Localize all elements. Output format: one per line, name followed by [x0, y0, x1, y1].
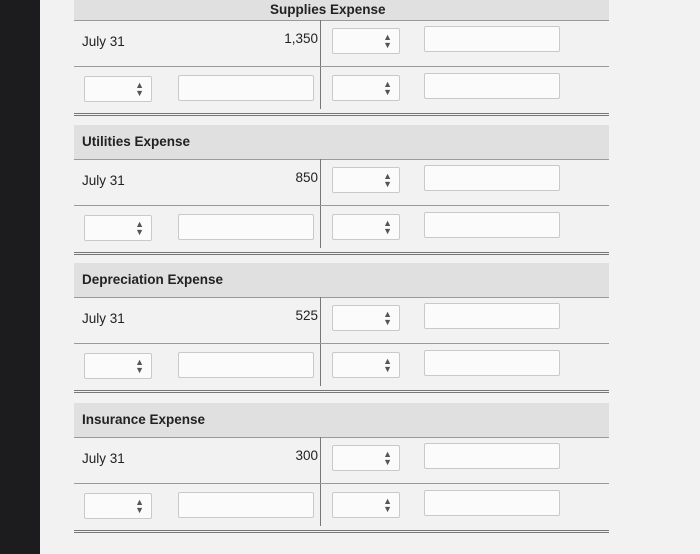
credit-account-select[interactable] [332, 492, 400, 518]
select-arrows-icon: ▲ ▼ [383, 79, 392, 97]
debit-credit-row-1 [74, 159, 609, 205]
debit-amount-input[interactable] [178, 352, 314, 378]
select-arrows-icon: ▲ ▼ [383, 171, 392, 189]
credit-amount-input[interactable] [424, 165, 560, 191]
debit-amount: 525 [295, 308, 318, 323]
debit-account-select[interactable] [84, 493, 152, 519]
credit-account-select[interactable] [332, 75, 400, 101]
credit-account-select[interactable] [332, 305, 400, 331]
account-title: Depreciation Expense [82, 272, 224, 287]
worksheet-page [40, 0, 700, 554]
select-arrows-icon: ▲ ▼ [135, 80, 144, 98]
debit-amount-input[interactable] [178, 492, 314, 518]
account-title: Insurance Expense [82, 412, 206, 427]
credit-amount-input[interactable] [424, 73, 560, 99]
account-title: Utilities Expense [82, 134, 191, 149]
debit-credit-row-2 [74, 66, 609, 116]
t-account-insurance-expense [74, 403, 609, 528]
debit-credit-row-1 [74, 437, 609, 483]
debit-amount: 1,350 [284, 31, 318, 46]
credit-account-select[interactable] [332, 214, 400, 240]
credit-amount-input[interactable] [424, 212, 560, 238]
entry-date: July 31 [82, 311, 125, 326]
credit-amount-input[interactable] [424, 350, 560, 376]
select-arrows-icon: ▲ ▼ [383, 449, 392, 467]
select-arrows-icon: ▲ ▼ [135, 219, 144, 237]
credit-account-select[interactable] [332, 445, 400, 471]
entry-date: July 31 [82, 34, 125, 49]
debit-account-select[interactable] [84, 353, 152, 379]
debit-credit-row-2 [74, 205, 609, 255]
debit-credit-row-1 [74, 20, 609, 66]
account-title: Supplies Expense [270, 2, 386, 17]
credit-amount-input[interactable] [424, 26, 560, 52]
debit-amount-input[interactable] [178, 214, 314, 240]
debit-amount-input[interactable] [178, 75, 314, 101]
debit-credit-row-1 [74, 297, 609, 343]
t-account-depreciation-expense [74, 263, 609, 388]
debit-credit-row-2 [74, 343, 609, 393]
account-header [74, 263, 609, 298]
entry-date: July 31 [82, 451, 125, 466]
debit-account-select[interactable] [84, 215, 152, 241]
credit-account-select[interactable] [332, 352, 400, 378]
account-header [74, 125, 609, 160]
select-arrows-icon: ▲ ▼ [135, 357, 144, 375]
credit-amount-input[interactable] [424, 303, 560, 329]
select-arrows-icon: ▲ ▼ [383, 356, 392, 374]
select-arrows-icon: ▲ ▼ [383, 309, 392, 327]
credit-account-select[interactable] [332, 28, 400, 54]
select-arrows-icon: ▲ ▼ [383, 218, 392, 236]
credit-amount-input[interactable] [424, 490, 560, 516]
debit-amount: 850 [295, 170, 318, 185]
account-header [74, 403, 609, 438]
t-account-supplies-expense [74, 0, 609, 126]
entry-date: July 31 [82, 173, 125, 188]
debit-amount: 300 [295, 448, 318, 463]
select-arrows-icon: ▲ ▼ [383, 496, 392, 514]
select-arrows-icon: ▲ ▼ [135, 497, 144, 515]
debit-account-select[interactable] [84, 76, 152, 102]
debit-credit-row-2 [74, 483, 609, 533]
credit-account-select[interactable] [332, 167, 400, 193]
select-arrows-icon: ▲ ▼ [383, 32, 392, 50]
credit-amount-input[interactable] [424, 443, 560, 469]
account-header [74, 0, 609, 21]
t-account-utilities-expense [74, 125, 609, 250]
